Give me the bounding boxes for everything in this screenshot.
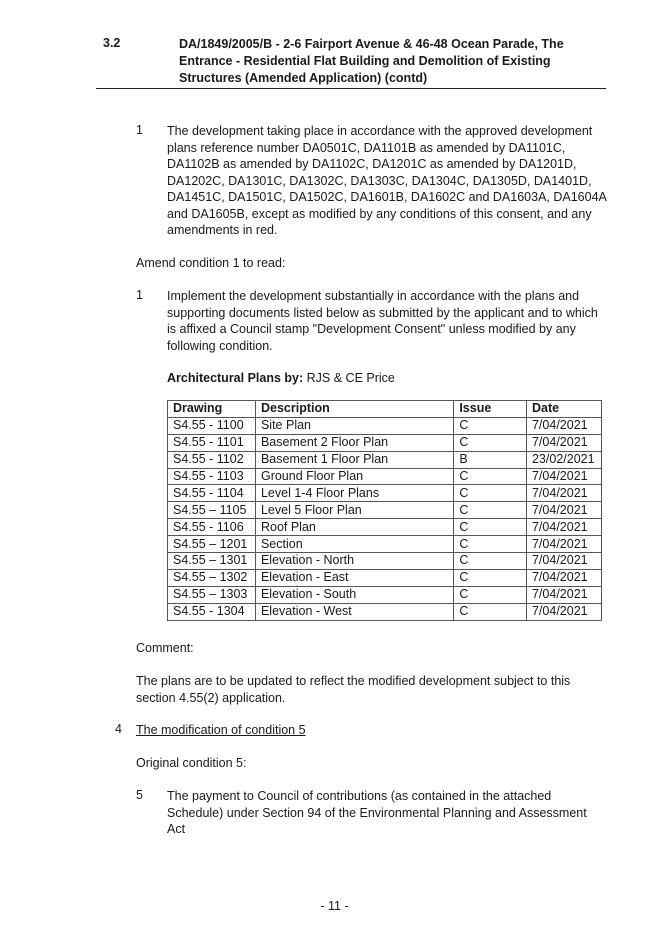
table-row xyxy=(168,451,602,468)
table-cell: C xyxy=(454,536,527,553)
table-cell: 7/04/2021 xyxy=(526,434,601,451)
table-cell: Level 5 Floor Plan xyxy=(255,502,453,519)
table-cell: Elevation - East xyxy=(255,569,453,586)
table-cell: Elevation - North xyxy=(255,553,453,570)
table-cell: C xyxy=(454,553,527,570)
table-cell: Elevation - South xyxy=(255,586,453,603)
table-row xyxy=(168,485,602,502)
column-header: Issue xyxy=(454,401,527,418)
table-cell: 23/02/2021 xyxy=(526,451,601,468)
table-cell: C xyxy=(454,468,527,485)
table-cell: B xyxy=(454,451,527,468)
table-cell: 7/04/2021 xyxy=(526,536,601,553)
table-row xyxy=(168,417,602,434)
page-number: - 11 - xyxy=(320,899,349,913)
table-cell: Ground Floor Plan xyxy=(255,468,453,485)
architectural-plans-label: Architectural Plans by: xyxy=(167,371,304,385)
table-cell: 7/04/2021 xyxy=(526,603,601,620)
table-cell: S4.55 – 1301 xyxy=(168,553,256,570)
header-divider xyxy=(96,88,606,89)
table-cell: Basement 2 Floor Plan xyxy=(255,434,453,451)
table-row xyxy=(168,553,602,570)
original-condition-5-text: The payment to Council of contributions (as contained in the attached Schedule) under Section 94 of the Environmental Planning and Assessment Act xyxy=(167,789,587,836)
table-cell: C xyxy=(454,434,527,451)
table-header-row xyxy=(168,401,602,418)
table-cell: S4.55 – 1302 xyxy=(168,569,256,586)
table-cell: S4.55 - 1103 xyxy=(168,468,256,485)
column-header: Date xyxy=(526,401,601,418)
table-cell: 7/04/2021 xyxy=(526,553,601,570)
modification-heading: The modification of condition 5 xyxy=(136,723,306,737)
original-condition-1-text: The development taking place in accordance with the approved development plans reference number DA0501C, DA1101B as amended by DA1101C, DA1102B as amended by DA1102C, DA1201C as amended by DA1201D, DA1202C, DA1301C, DA1302C, DA1303C, DA1304C, DA1305D, DA1401D, DA1451C, DA1501C, DA1502C, DA1601B, DA1602C and DA1603A, DA1604A and DA1605B, except as modified by any conditions of this consent, and any amendments in red. xyxy=(167,124,607,237)
table-cell: 7/04/2021 xyxy=(526,502,601,519)
table-row xyxy=(168,569,602,586)
table-cell: Section xyxy=(255,536,453,553)
table-cell: Basement 1 Floor Plan xyxy=(255,451,453,468)
architectural-plans-line xyxy=(167,370,395,387)
table-cell: S4.55 - 1102 xyxy=(168,451,256,468)
table-cell: C xyxy=(454,502,527,519)
table-cell: S4.55 - 1101 xyxy=(168,434,256,451)
original-condition-5-label: Original condition 5: xyxy=(136,756,247,770)
amended-condition-1-text: Implement the development substantially in accordance with the plans and supporting documents listed below as submitted by the applicant and to which is affixed a Council stamp "Development Consent" unless modified by any following condition. xyxy=(167,289,598,353)
table-cell: S4.55 - 1104 xyxy=(168,485,256,502)
table-cell: 7/04/2021 xyxy=(526,485,601,502)
table-cell: C xyxy=(454,417,527,434)
table-cell: S4.55 - 1100 xyxy=(168,417,256,434)
table-cell: C xyxy=(454,569,527,586)
table-cell: C xyxy=(454,485,527,502)
table-cell: Roof Plan xyxy=(255,519,453,536)
table-cell: Elevation - West xyxy=(255,603,453,620)
table-cell: C xyxy=(454,603,527,620)
table-row xyxy=(168,468,602,485)
section-number: 3.2 xyxy=(103,36,121,50)
table-row xyxy=(168,502,602,519)
column-header: Drawing xyxy=(168,401,256,418)
table-row xyxy=(168,586,602,603)
table-row xyxy=(168,519,602,536)
condition-number: 5 xyxy=(136,788,143,802)
plans-table xyxy=(167,400,602,621)
comment-text: The plans are to be updated to reflect the modified development subject to this section 4.55(2) application. xyxy=(136,674,571,705)
column-header: Description xyxy=(255,401,453,418)
table-cell: S4.55 – 1105 xyxy=(168,502,256,519)
condition-number: 1 xyxy=(136,123,143,137)
condition-number: 1 xyxy=(136,288,143,302)
table-cell: 7/04/2021 xyxy=(526,417,601,434)
table-cell: Level 1-4 Floor Plans xyxy=(255,485,453,502)
table-cell: S4.55 - 1106 xyxy=(168,519,256,536)
table-cell: 7/04/2021 xyxy=(526,586,601,603)
table-cell: C xyxy=(454,519,527,536)
table-cell: 7/04/2021 xyxy=(526,468,601,485)
amend-intro: Amend condition 1 to read: xyxy=(136,256,286,270)
comment-label: Comment: xyxy=(136,641,194,655)
table-row xyxy=(168,536,602,553)
section-title: DA/1849/2005/B - 2-6 Fairport Avenue & 46-48 Ocean Parade, The Entrance - Residential Flat Building and Demolition of Existing Structures (Amended Application) (contd) xyxy=(179,37,564,85)
table-cell: S4.55 – 1201 xyxy=(168,536,256,553)
architectural-plans-value: RJS & CE Price xyxy=(306,371,395,385)
table-row xyxy=(168,603,602,620)
table-cell: C xyxy=(454,586,527,603)
table-cell: 7/04/2021 xyxy=(526,519,601,536)
table-cell: S4.55 - 1304 xyxy=(168,603,256,620)
table-cell: 7/04/2021 xyxy=(526,569,601,586)
table-cell: S4.55 – 1303 xyxy=(168,586,256,603)
item-number: 4 xyxy=(115,722,122,736)
table-row xyxy=(168,434,602,451)
table-cell: Site Plan xyxy=(255,417,453,434)
